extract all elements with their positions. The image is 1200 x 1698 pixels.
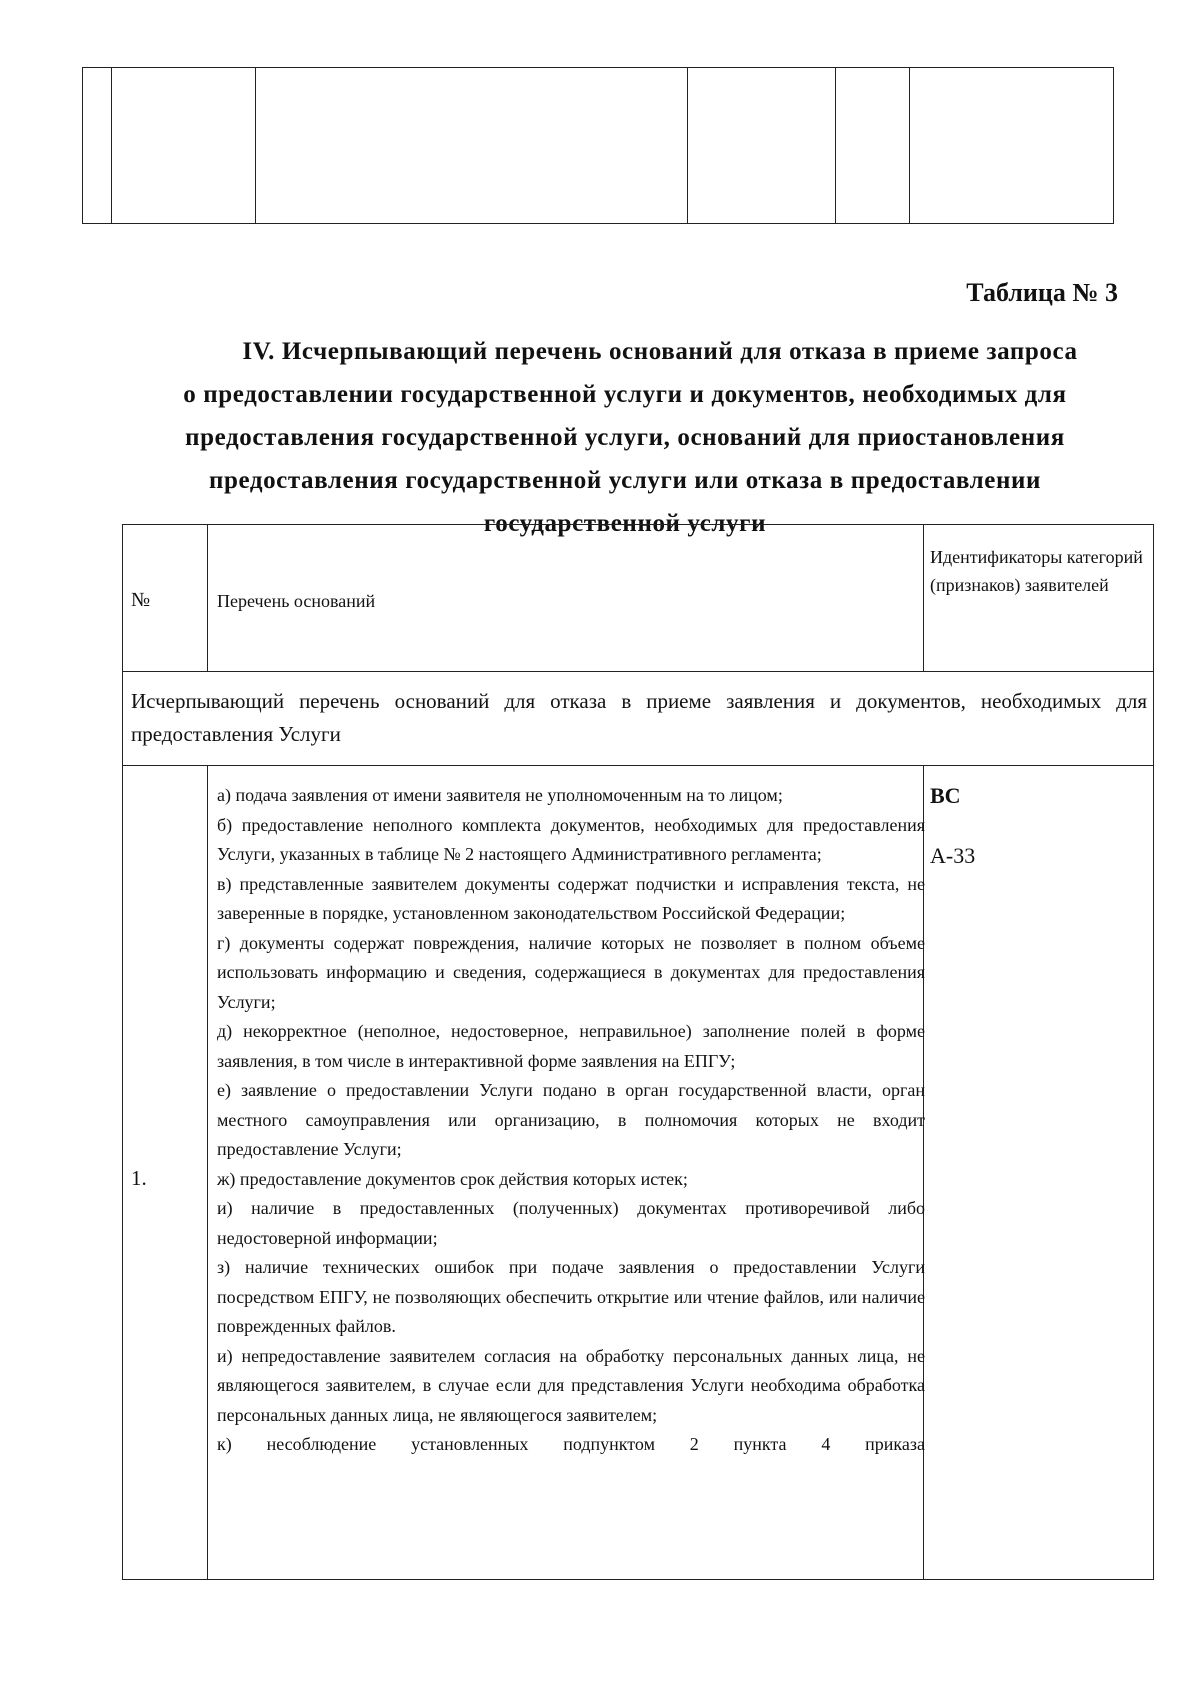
header-number: № bbox=[131, 589, 151, 611]
row-divider bbox=[123, 671, 1153, 672]
reason-item: а) подача заявления от имени заявителя не уполномоченным на то лицом; bbox=[217, 785, 783, 805]
column-divider bbox=[255, 68, 256, 223]
reason-item: и) наличие в предоставленных (полученных) документах противоречивой либо недостоверной информации; bbox=[217, 1198, 925, 1248]
reason-item: в) представленные заявителем документы содержат подчистки и исправления текста, не заверенные в порядке, установленном законодательством Российской Федерации; bbox=[217, 873, 925, 923]
column-divider bbox=[207, 765, 208, 1579]
identifier-code: А-33 bbox=[930, 843, 976, 868]
reasons-list bbox=[217, 781, 925, 1460]
reason-item: г) документы содержат повреждения, наличие которых не позволяет в полном объеме использовать информацию и сведения, содержащиеся в документах для предоставления Услуги; bbox=[217, 932, 925, 1012]
column-divider bbox=[923, 525, 924, 671]
heading-line: о предоставлении государственной услуги и документов, необходимых для bbox=[183, 381, 1067, 408]
header-reasons: Перечень оснований bbox=[217, 591, 376, 611]
row-number: 1. bbox=[131, 1166, 147, 1190]
applicant-identifiers bbox=[930, 781, 975, 871]
heading-line: предоставления государственной услуги, оснований для приостановления bbox=[185, 424, 1065, 451]
table-number: Таблица № 3 bbox=[966, 278, 1118, 307]
reason-item: к) несоблюдение установленных подпунктом 2 пункта 4 приказа bbox=[217, 1434, 925, 1454]
reason-item: з) наличие технических ошибок при подаче заявления о предоставлении Услуги посредством ЕПГУ, не позволяющих обеспечить открытие или чтение файлов, или наличие поврежденных файлов. bbox=[217, 1257, 925, 1336]
grounds-table bbox=[122, 524, 1154, 1580]
reason-item: е) заявление о предоставлении Услуги подано в орган государственной власти, орган местного самоуправления или организацию, в полномочия которых не входит предоставление Услуги; bbox=[217, 1080, 925, 1159]
heading-line: предоставления государственной услуги или отказа в предоставлении bbox=[208, 467, 1042, 494]
identifier-code: ВС bbox=[930, 783, 961, 808]
reason-item: ж) предоставление документов срок действия которых истек; bbox=[217, 1168, 688, 1189]
column-divider bbox=[687, 68, 688, 223]
header-identifiers: Идентификаторы категорий (признаков) заявителей bbox=[930, 547, 1143, 595]
row-divider bbox=[123, 765, 1153, 766]
column-divider bbox=[111, 68, 112, 223]
heading-line: IV. Исчерпывающий перечень оснований для отказа в приеме запроса bbox=[242, 338, 1078, 365]
section-title: Исчерпывающий перечень оснований для отказа в приеме заявления и документов, необходимых для предоставления Услуги bbox=[131, 689, 1147, 746]
column-divider bbox=[207, 525, 208, 671]
reason-item: д) некорректное (неполное, недостоверное, неправильное) заполнение полей в форме заявления, в том числе в интерактивной форме заявления на ЕПГУ; bbox=[217, 1021, 925, 1071]
section-heading bbox=[120, 330, 1130, 545]
reason-item: б) предоставление неполного комплекта документов, необходимых для предоставления Услуги, указанных в таблице № 2 настоящего Административного регламента; bbox=[217, 814, 925, 864]
previous-table-fragment bbox=[82, 67, 1114, 224]
heading-line: государственной услуги bbox=[483, 510, 767, 537]
reason-item: и) непредоставление заявителем согласия на обработку персональных данных лица, не являющегося заявителем, в случае если для представления Услуги необходима обработка персональных данных лица, не являющегося заявителем; bbox=[217, 1345, 925, 1425]
column-divider bbox=[835, 68, 836, 223]
column-divider bbox=[909, 68, 910, 223]
